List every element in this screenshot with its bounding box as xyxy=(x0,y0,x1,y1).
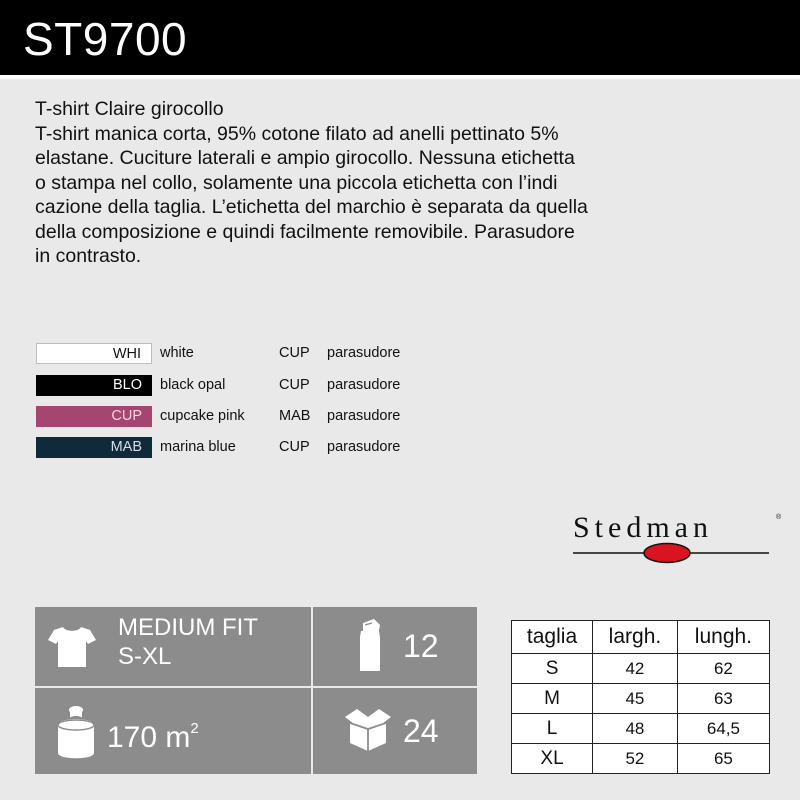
brand-name: Stedman xyxy=(573,511,713,544)
contrast-label: parasudore xyxy=(327,408,401,424)
description-line: in contrasto. xyxy=(35,245,142,267)
color-swatch-mab: MAB xyxy=(36,437,152,458)
contrast-label: parasudore xyxy=(327,377,401,393)
header-bar xyxy=(0,0,800,75)
color-row-whi xyxy=(35,342,455,368)
color-swatch-whi: WHI xyxy=(36,343,152,364)
contrast-label: parasudore xyxy=(327,345,401,361)
table-row xyxy=(512,744,770,774)
description-line: T-shirt manica corta, 95% cotone filato ad anelli pettinato 5% xyxy=(35,122,559,145)
color-name: cupcake pink xyxy=(160,408,245,424)
length-cell: 64,5 xyxy=(677,714,769,744)
product-description xyxy=(35,97,775,269)
size-cell: S xyxy=(512,654,593,684)
weight-number: 170 m xyxy=(107,721,191,754)
stedman-logo xyxy=(571,508,783,570)
size-table xyxy=(511,620,770,774)
header-taglia: taglia xyxy=(512,621,593,654)
color-swatch-blo: BLO xyxy=(36,375,152,396)
header-larghezza: largh. xyxy=(593,621,678,654)
width-cell: 42 xyxy=(593,654,678,684)
length-cell: 62 xyxy=(677,654,769,684)
logo-underline-oval xyxy=(571,538,783,570)
table-row xyxy=(512,654,770,684)
box-icon xyxy=(343,707,393,755)
spec-panel xyxy=(35,607,477,774)
header-lunghezza: lungh. xyxy=(677,621,769,654)
weight-cell xyxy=(35,688,311,774)
pack-bag-icon xyxy=(354,617,386,673)
size-cell: M xyxy=(512,684,593,714)
contrast-code: CUP xyxy=(279,439,310,455)
description-title: T-shirt Claire girocollo xyxy=(35,98,224,120)
size-range: S-XL xyxy=(118,643,172,670)
box-quantity: 24 xyxy=(403,713,439,749)
pack-cell xyxy=(313,607,477,686)
fit-label: MEDIUM FIT xyxy=(118,614,258,641)
color-swatch-cup: CUP xyxy=(36,406,152,427)
color-row-mab xyxy=(35,436,455,462)
color-name: white xyxy=(160,345,194,361)
color-name: marina blue xyxy=(160,439,236,455)
fit-cell xyxy=(35,607,311,686)
color-row-blo xyxy=(35,374,455,400)
width-cell: 48 xyxy=(593,714,678,744)
pack-quantity: 12 xyxy=(403,628,439,664)
size-cell: XL xyxy=(512,744,593,774)
table-row xyxy=(512,684,770,714)
color-name: black opal xyxy=(160,377,226,393)
description-line: elastane. Cuciture laterali e ampio girocollo. Nessuna etichetta xyxy=(35,147,575,169)
size-table-header xyxy=(512,621,770,654)
color-row-cup xyxy=(35,405,455,431)
contrast-code: MAB xyxy=(279,408,311,424)
description-line: della composizione e quindi facilmente removibile. Parasudore xyxy=(35,220,575,243)
description-line: o stampa nel collo, solamente una piccola etichetta con l’indi xyxy=(35,171,558,194)
contrast-code: CUP xyxy=(279,345,310,361)
description-line: cazione della taglia. L’etichetta del marchio è separata da quella xyxy=(35,196,588,218)
box-cell xyxy=(313,688,477,774)
tshirt-icon xyxy=(47,625,97,669)
width-cell: 45 xyxy=(593,684,678,714)
weight-value xyxy=(107,715,199,755)
width-cell: 52 xyxy=(593,744,678,774)
product-code: ST9700 xyxy=(23,13,188,65)
contrast-code: CUP xyxy=(279,377,310,393)
size-cell: L xyxy=(512,714,593,744)
registered-mark: ® xyxy=(776,514,782,521)
table-row xyxy=(512,714,770,744)
length-cell: 63 xyxy=(677,684,769,714)
contrast-label: parasudore xyxy=(327,439,401,455)
weight-icon xyxy=(54,703,98,761)
weight-superscript: 2 xyxy=(190,720,199,737)
header-divider xyxy=(0,75,800,79)
length-cell: 65 xyxy=(677,744,769,774)
